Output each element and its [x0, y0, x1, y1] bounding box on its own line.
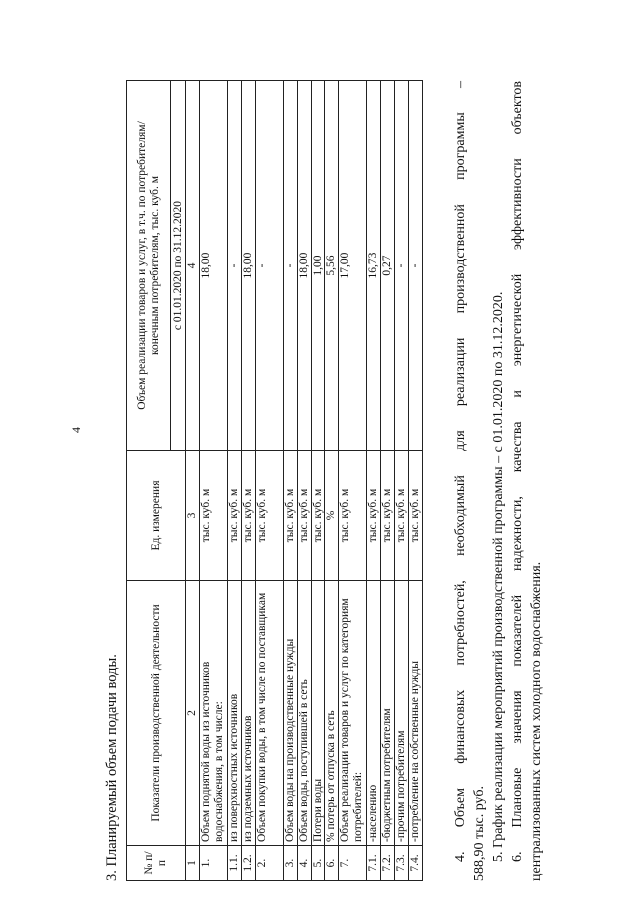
row-unit: тыс. куб. м [395, 451, 409, 581]
section-title: 3. Планируемый объем подачи воды. [104, 654, 120, 881]
table-row [325, 81, 339, 881]
row-value: - [395, 81, 409, 451]
row-indicator: -потребление на собственные нужды [408, 581, 422, 846]
index-cell: 3 [186, 451, 200, 581]
row-number: 7.1. [367, 846, 381, 881]
header-indicator: Показатели производственной деятельности [127, 581, 186, 846]
row-value: 18,00 [241, 81, 255, 451]
index-cell: 2 [186, 581, 200, 846]
row-value: 17,00 [339, 81, 367, 451]
row-number: 6. [325, 846, 339, 881]
table-row [367, 81, 381, 881]
row-unit: % [325, 451, 339, 581]
row-indicator: из поверхностных источников [228, 581, 242, 846]
row-number: 1.1. [228, 846, 242, 881]
row-indicator: -бюджетным потребителям [381, 581, 395, 846]
row-value: 18,00 [297, 81, 311, 451]
row-indicator: Объем реализации товаров и услуг по категориям потребителей: [339, 581, 367, 846]
table-row [297, 81, 311, 881]
row-value: 18,00 [200, 81, 228, 451]
row-unit: тыс. куб. м [408, 451, 422, 581]
row-number: 7.3. [395, 846, 409, 881]
row-indicator: Объем воды на производственные нужды [283, 581, 297, 846]
header-volume [127, 81, 171, 451]
row-value: 0,27 [381, 81, 395, 451]
row-unit: тыс. куб. м [241, 451, 255, 581]
row-value: - [255, 81, 283, 451]
row-indicator: Объем покупки воды, в том числе по поставщикам [255, 581, 283, 846]
row-indicator: Объем поднятой воды из источников водоснабжения, в том числе: [200, 581, 228, 846]
paragraph-6-line2: централизованных систем холодного водоснабжения. [529, 561, 544, 881]
row-number: 4. [297, 846, 311, 881]
row-number: 7.4. [408, 846, 422, 881]
row-number: 1.2. [241, 846, 255, 881]
paragraph-6-line1: 6. Плановые значения показателей надежности, качества и энергетической эффективности объектов [510, 81, 525, 862]
table-row [311, 81, 325, 881]
table-row [255, 81, 283, 881]
row-unit: тыс. куб. м [339, 451, 367, 581]
row-value: - [228, 81, 242, 451]
index-cell: 4 [186, 81, 200, 451]
row-value: - [408, 81, 422, 451]
row-unit: тыс. куб. м [381, 451, 395, 581]
row-number: 2. [255, 846, 283, 881]
page-number: 4 [69, 427, 83, 433]
table-row [228, 81, 242, 881]
row-unit: тыс. куб. м [200, 451, 228, 581]
header-volume-line1: Объем реализации товаров и услуг, в т.ч. по потребителям/ [135, 121, 148, 410]
paragraph-4-line2: 588,90 тыс. руб. [472, 786, 487, 881]
table-row [339, 81, 367, 881]
row-unit: тыс. куб. м [283, 451, 297, 581]
row-number: 7. [339, 846, 367, 881]
row-indicator: Объем воды, поступившей в сеть [297, 581, 311, 846]
table-row [241, 81, 255, 881]
row-unit: тыс. куб. м [367, 451, 381, 581]
index-cell: 1 [186, 846, 200, 881]
paragraph-5: 5. График реализации мероприятий производственной программы – с 01.01.2020 по 31.12.2020. [491, 291, 506, 862]
row-value: - [283, 81, 297, 451]
row-unit: тыс. куб. м [255, 451, 283, 581]
row-unit: тыс. куб. м [228, 451, 242, 581]
rotated-page-content [104, 21, 604, 881]
water-supply-table [126, 80, 423, 881]
paragraph-4-line1: 4. Объем финансовых потребностей, необходимый для реализации производственной программы – [453, 81, 468, 862]
table-row [200, 81, 228, 881]
table-row [283, 81, 297, 881]
row-number: 1. [200, 846, 228, 881]
row-indicator: -населению [367, 581, 381, 846]
header-number: № п/п [127, 846, 186, 881]
row-indicator: -прочим потребителям [395, 581, 409, 846]
document-paragraphs [451, 81, 546, 881]
header-period: с 01.01.2020 по 31.12.2020 [171, 81, 186, 451]
row-value: 16,73 [367, 81, 381, 451]
row-value: 5,56 [325, 81, 339, 451]
row-unit: тыс. куб. м [297, 451, 311, 581]
column-index-row [186, 81, 200, 881]
row-unit: тыс. куб. м [311, 451, 325, 581]
row-value: 1,00 [311, 81, 325, 451]
table-row [395, 81, 409, 881]
row-number: 3. [283, 846, 297, 881]
row-indicator: % потерь от отпуска в сеть [325, 581, 339, 846]
table-row [408, 81, 422, 881]
row-number: 7.2. [381, 846, 395, 881]
row-number: 5. [311, 846, 325, 881]
table-row [381, 81, 395, 881]
row-indicator: из подземных источников [241, 581, 255, 846]
header-unit: Ед. измерения [127, 451, 186, 581]
row-indicator: Потери воды [311, 581, 325, 846]
header-volume-line2: конечным потребителям, тыс. куб. м [148, 176, 161, 356]
